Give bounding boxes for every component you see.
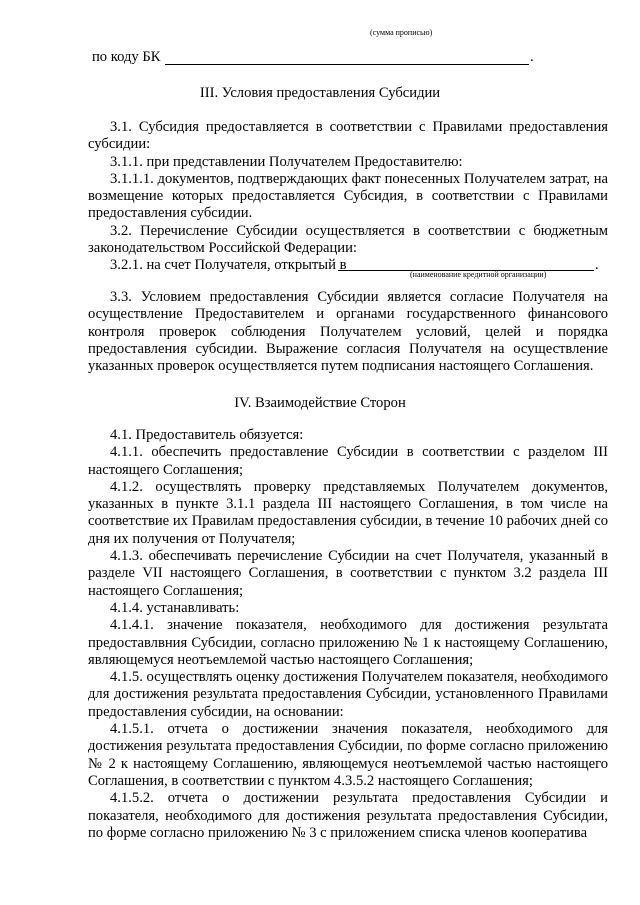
clause-4-1-4-1: 4.1.4.1. значение показателя, необходимого для достижения результата предоставлвния Субсидии, согласно приложению № 1 к настоящему Соглашению, являющемуся неотъемлемой частью настоящего Соглашения; [88, 617, 608, 668]
clause-3-2-1 [110, 257, 346, 274]
bk-code-line [92, 49, 160, 66]
clause-4-1-5-1: 4.1.5.1. отчета о достижении значения показателя, необходимого для достижения результата предоставления Субсидии, по форме согласно приложению № 2 к настоящему Соглашению, являющемуся неотъемлемой частью настоящего Соглашения, в соответствии с пунктом 4.3.5.2 настоящего Соглашения; [88, 721, 608, 789]
clause-3-1: 3.1. Субсидия предоставляется в соответствии с Правилами предоставления субсидии: [88, 119, 608, 153]
clause-4-1-5-2: 4.1.5.2. отчета о достижении результата предоставления Субсидии и показателя, необходимого для достижения результата предоставления Субсидии, по форме согласно приложению № 3 с приложением списка членов кооператива [88, 790, 608, 841]
clause-3-1-1-1: 3.1.1.1. документов, подтверждающих факт понесенных Получателем затрат, на возмещение которых предоставляется Субсидия, в соответствии с Правилами предоставления субсидии. [88, 170, 608, 222]
clause-4-1-3: 4.1.3. обеспечивать перечисление Субсидии на счет Получателя, указанный в разделе VII настоящего Соглашения, в соответствии с пунктом 3.2 раздела III настоящего Соглашения; [88, 548, 608, 599]
clause-3-3: 3.3. Условием предоставления Субсидии является согласие Получателя на осуществление Предоставителем и органами государственного финансового контроля проверок соблюдения Получателем условий, целей и порядка предоставления субсидии. Выражение согласия Получателя на осуществление указанных проверок осуществляется путем подписания настоящего Соглашения. [88, 289, 608, 375]
bk-code-label: по коду БК [92, 49, 161, 65]
clause-3-3-block [88, 289, 608, 375]
section-4-body [88, 427, 608, 842]
section-3-title: III. Условия предоставления Субсидии [199, 85, 441, 101]
clause-3-2-1-end: . [595, 257, 599, 273]
clause-4-1-1: 4.1.1. обеспечить предоставление Субсидии в соответствии с разделом III настоящего Соглашения; [88, 444, 608, 478]
clause-3-2-1-text: 3.2.1. на счет Получателя, открытый в [110, 257, 347, 273]
clause-4-1-4: 4.1.4. устанавливать: [110, 599, 240, 616]
sum-in-words-caption: (сумма прописью) [370, 28, 433, 37]
section-3-body [88, 119, 608, 257]
bank-name-caption: (наименование кредитной организации) [410, 270, 547, 279]
section-4-title: IV. Взаимодействие Сторон [234, 395, 406, 411]
clause-4-1-5: 4.1.5. осуществлять оценку достижения Получателем показателя, необходимого для достижения результата предоставления Субсидии, установленного Правилами предоставления субсидии, на основании: [88, 669, 608, 720]
bk-code-end: . [530, 49, 534, 65]
clause-4-1: 4.1. Предоставитель обязуется: [110, 427, 304, 443]
clause-3-2: 3.2. Перечисление Субсидии осуществляется в соответствии с бюджетным законодательством Российской Федерации: [88, 222, 608, 257]
clause-3-1-1: 3.1.1. при представлении Получателем Предоставителю: [110, 153, 463, 170]
clause-4-1-2: 4.1.2. осуществлять проверку представляемых Получателем документов, указанных в пункте 3.1.1 раздела III настоящего Соглашения, в том числе на соответствие их Правилам предоставления субсидии, в течение 10 рабочих дней со дня их получения от Получателя; [88, 478, 608, 547]
bk-code-blank [165, 50, 529, 65]
